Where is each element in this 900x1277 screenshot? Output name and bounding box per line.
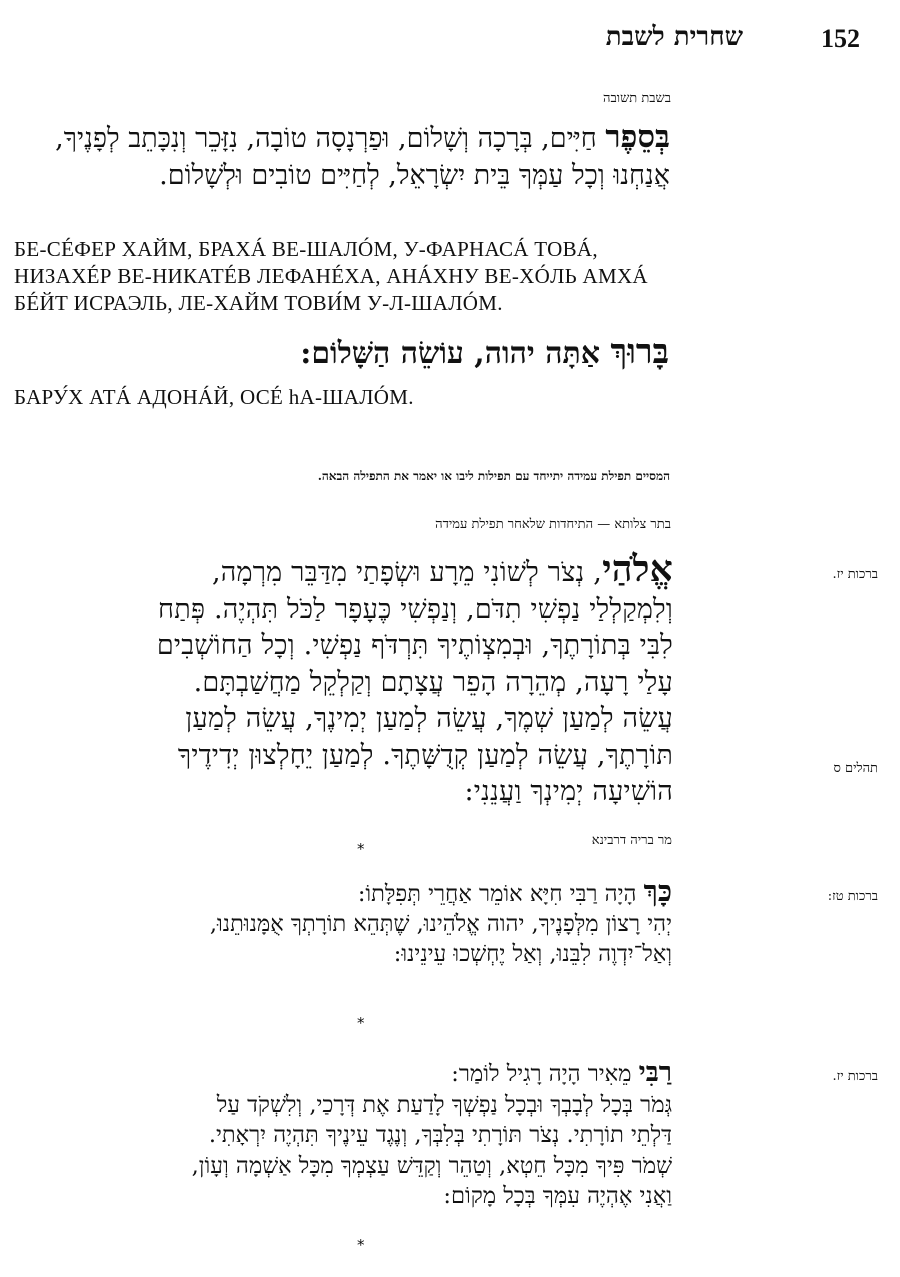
elohai-line-5: עֲשֵׂה לְמַעַן שְׁמֶךָ, עֲשֵׂה לְמַעַן יְמִינֶךָ, עֲשֵׂה לְמַעַן	[185, 703, 673, 734]
elohai-line-1-text: , נְצֹר לְשׁוֹנִי מֵרָע וּשְׂפָתַי מִדַּבֵּר מִרְמָה,	[211, 557, 603, 588]
page-title: שחרית לשבת	[605, 22, 743, 52]
baruch-russian: БАРУ́Х АТÁ АДОНÁЙ, ОСÉ hА-ШАЛÓМ.	[14, 385, 414, 409]
baruch-text: אַתָּה יהוה, עוֹשֵׂה הַשָּׁלוֹם:	[300, 336, 611, 371]
meir-line-3: דַּלְתֵי תוֹרָתִי. נְצֹר תּוֹרָתִי בְּלִבְּךָ, וְנֶגֶד עֵינֶיךָ תִּהְיֶה יִרְאָתִי.	[208, 1122, 672, 1148]
elohai-label: בתר צלותא — התיחדות שלאחר תפילת עמידה	[435, 517, 671, 532]
elohai-line-3: לִבִּי בְּתוֹרָתֶךָ, וּבְמִצְוֹתֶיךָ תִּרְדֹּף נַפְשִׁי. וְכָל הַחוֹשְׁבִים	[156, 630, 673, 661]
elohai-line-2: וְלִמְקַלְלַי נַפְשִׁי תִדֹּם, וְנַפְשִׁי כֶּעָפָר לַכֹּל תִּהְיֶה. פְּתַח	[158, 593, 673, 625]
side-note-brachot-17b: ברכות יז.	[832, 1069, 878, 1084]
kach-first-word: כָּךְ	[643, 874, 672, 908]
meir-first-word: רַבִּי	[638, 1057, 672, 1088]
side-note-brachot-16: ברכות טז:	[827, 889, 878, 904]
elohai-block	[33, 548, 673, 811]
elohai-line-7: הוֹשִׁיעָה יְמִינְךָ וַעֲנֵנִי:	[464, 776, 673, 807]
meir-line-1-text: מֵאִיר הָיָה רָגִיל לוֹמַר:	[451, 1061, 639, 1087]
teshuvah-hebrew-block	[30, 119, 670, 194]
meir-line-5: וַאֲנִי אֶהְיֶה עִמְּךָ בְּכָל מָקוֹם:	[443, 1183, 672, 1209]
meir-block	[32, 1058, 672, 1212]
meir-line-4: שְׁמֹר פִּיךָ מִכָּל חֵטְא, וְטַהֵר וְקַדֵּשׁ עַצְמְךָ מִכָּל אַשְׁמָה וְעָוֹן,	[191, 1152, 672, 1179]
elohai-line-6: תּוֹרָתֶךָ, עֲשֵׂה לְמַעַן קְדֻשָּׁתֶךָ. לְמַעַן יֵחָלְצוּן יְדִידֶיךָ	[177, 739, 673, 771]
separator-star-1: *	[357, 840, 365, 858]
side-note-tehilim-60: תהלים ס	[833, 761, 878, 776]
elohai-source-note: מר בריה דרבינא	[591, 833, 672, 848]
baruch-first-word: בָּרוּךְ	[610, 332, 669, 372]
teshuvah-line-2: אֲנַחְנוּ וְכָל עַמְּךָ בֵּית יִשְׂרָאֵל, לְחַיִּים טוֹבִים וּלְשָׁלוֹם.	[159, 160, 670, 191]
elohai-line-4: עָלַי רָעָה, מְהֵרָה הָפֵר עֲצָתָם וְקַלְקֵל מַחֲשַׁבְתָּם.	[193, 666, 673, 698]
teshuvah-line-1	[30, 119, 670, 157]
meir-line-2: גְּמֹר בְּכָל לְבָבְךָ וּבְכָל נַפְשְׁךָ לָדַעַת אֶת דְּרָכַי, וְלִשְׁקֹד עַל	[216, 1091, 672, 1118]
baruch-hebrew	[69, 332, 669, 372]
meir-line-1	[32, 1058, 672, 1090]
teshuvah-ru-line-2: НИЗАХÉР ВЕ-НИКАТÉВ ЛЕФАНÉХА, АНÁХНУ ВЕ-ХÓЛЬ АМХÁ	[14, 264, 648, 288]
separator-star-3: *	[357, 1236, 365, 1254]
instruction-text: המסיים תפילת עמידה יתייחד עם תפילות ליבו או יאמר את התפילה הבאה.	[317, 469, 670, 483]
elohai-line-1	[33, 548, 673, 592]
side-note-brachot-17: ברכות יז.	[832, 567, 878, 582]
teshuvah-ru-line-1: БЕ-СÉФЕР ХАЙМ, БРАХÁ ВЕ-ШАЛÓМ, У-ФАРНАСÁ ТОВÁ,	[14, 237, 598, 261]
teshuvah-russian-block	[14, 236, 714, 317]
separator-star-2: *	[357, 1014, 365, 1032]
elohai-first-word: אֱלֹהַי	[602, 548, 673, 590]
kach-line-3: וְאַל־יִדְוֶה לִבֵּנוּ, וְאַל יֶחְשְׁכוּ עֵינֵינוּ:	[393, 941, 672, 967]
kach-line-2: יְהִי רָצוֹן מִלְּפָנֶיךָ, יהוה אֱלֹהֵינוּ, שֶׁתְּהֵא תוֹרָתְךָ אֻמָּנוּתֵנוּ,	[209, 911, 672, 937]
kach-line-1	[32, 876, 672, 909]
kach-line-1-text: הָיָה רַבִּי חִיָּא אוֹמֵר אַחֲרֵי תְּפִלָּתוֹ:	[357, 881, 644, 907]
teshuvah-ru-line-3: БÉЙТ ИСРАЭЛЬ, ЛЕ-ХАЙМ ТОВИ́М У-Л-ШАЛÓМ.	[14, 291, 503, 315]
kach-block	[32, 876, 672, 969]
teshuvah-line-1-text: חַיִּים, בְּרָכָה וְשָׁלוֹם, וּפַרְנָסָה טוֹבָה, נִזָּכֵר וְנִכָּתֵב לְפָנֶיךָ,	[55, 123, 606, 154]
page-number: 152	[821, 24, 860, 53]
teshuvah-first-word: בְּסֵפֶר	[605, 119, 670, 155]
section-label-shabbat-teshuvah: בשבת תשובה	[603, 91, 671, 106]
